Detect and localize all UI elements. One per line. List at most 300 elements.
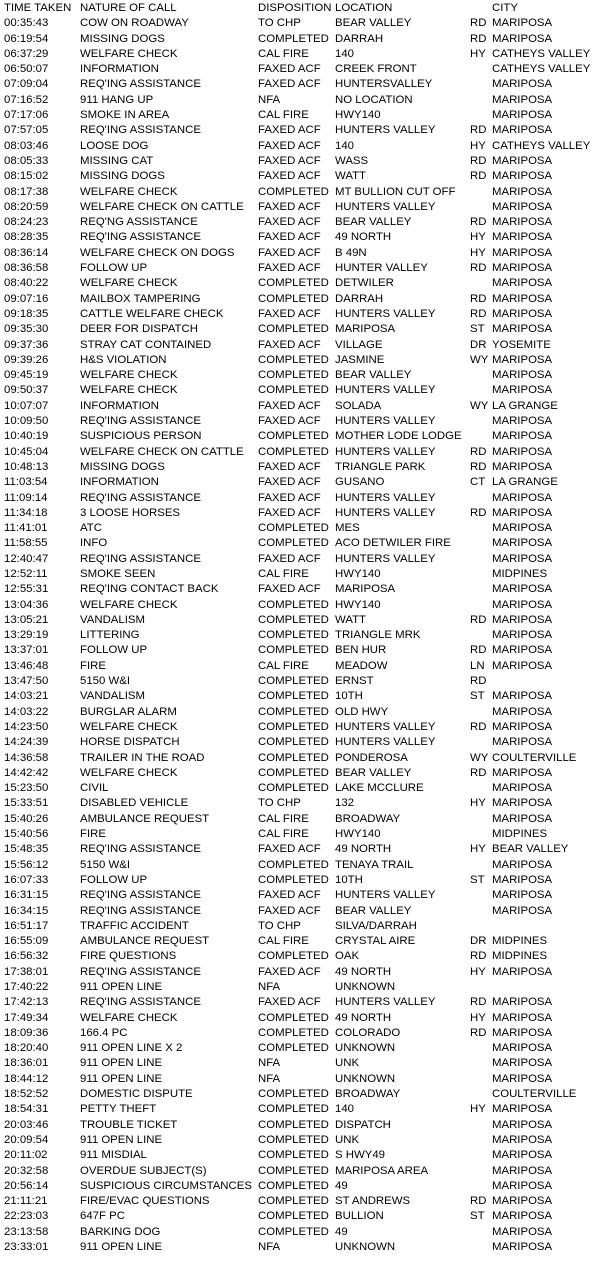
disposition-cell: TO CHP [258,17,301,30]
city-cell: MARIPOSA [492,170,553,183]
disposition-cell: FAXED ACF [258,124,321,137]
time-cell: 07:09:04 [4,78,49,91]
nature-cell: WELFARE CHECK ON CATTLE [80,200,244,213]
city-cell: YOSEMITE [492,338,551,351]
city-cell: MARIPOSA [492,766,553,779]
nature-cell: INFORMATION [80,63,159,76]
table-row [4,659,612,674]
table-row [4,16,612,31]
city-cell: MARIPOSA [492,782,553,795]
location-cell: BEAR VALLEY [335,216,412,229]
table-row [4,720,612,735]
time-cell: 13:29:19 [4,629,49,642]
city-cell: MIDPINES [492,828,548,841]
nature-cell: BURGLAR ALARM [80,705,177,718]
disposition-cell: FAXED ACF [258,307,321,320]
time-cell: 20:32:58 [4,1164,49,1177]
suffix-cell: WY [470,353,489,366]
city-cell: MARIPOSA [492,17,553,30]
table-row [4,383,612,398]
table-row [4,1041,612,1056]
nature-cell: TRAILER IN THE ROAD [80,751,205,764]
city-cell: LA GRANGE [492,399,558,412]
suffix-cell: HY [470,1103,486,1116]
disposition-cell: COMPLETED [258,613,329,626]
table-row [4,246,612,261]
time-cell: 18:20:40 [4,1042,49,1055]
city-cell: MARIPOSA [492,460,553,473]
disposition-cell: NFA [258,1072,281,1085]
location-cell: BEAR VALLEY [335,17,412,30]
table-row [4,1056,612,1071]
time-cell: 06:19:54 [4,32,49,45]
suffix-cell: ST [470,873,485,886]
table-row [4,139,612,154]
table-row [4,1240,612,1255]
table-row [4,1164,612,1179]
nature-cell: 911 OPEN LINE [80,981,163,993]
nature-cell: TROUBLE TICKET [80,1118,178,1131]
header-nature-of-call: NATURE OF CALL [80,2,177,14]
location-cell: ST ANDREWS [335,1195,411,1208]
nature-cell: REQ'ING ASSISTANCE [80,491,201,504]
nature-cell: REQ'NG ASSISTANCE [80,216,198,229]
nature-cell: 911 OPEN LINE [80,1072,163,1085]
time-cell: 23:13:58 [4,1225,49,1238]
suffix-cell: ST [470,1210,485,1223]
time-cell: 14:03:21 [4,690,49,703]
time-cell: 22:23:03 [4,1210,49,1223]
table-row [4,322,612,337]
city-cell: MARIPOSA [492,1241,553,1254]
nature-cell: REQ'ING ASSISTANCE [80,904,201,917]
nature-cell: H&S VIOLATION [80,353,167,366]
time-cell: 11:58:55 [4,537,48,550]
location-cell: GUSANO [335,476,385,489]
time-cell: 18:09:36 [4,1026,49,1039]
time-cell: 13:04:36 [4,598,49,611]
location-cell: COLORADO [335,1026,401,1039]
time-cell: 14:42:42 [4,766,49,779]
location-cell: TRIANGLE PARK [335,460,426,473]
table-row [4,1179,612,1194]
location-cell: JASMINE [335,353,385,366]
disposition-cell: FAXED ACF [258,262,321,275]
disposition-cell: COMPLETED [258,1042,329,1055]
header-row [4,1,612,16]
nature-cell: ATC [80,522,102,535]
nature-cell: WELFARE CHECK [80,384,178,397]
location-cell: WATT [335,613,366,626]
nature-cell: MISSING DOGS [80,32,165,45]
disposition-cell: COMPLETED [258,32,329,45]
time-cell: 08:17:38 [4,185,49,198]
location-cell: HUNTERS VALLEY [335,384,436,397]
table-row [4,613,612,628]
table-row [4,77,612,92]
location-cell: SILVA/DARRAH [335,919,417,932]
nature-cell: WELFARE CHECK ON CATTLE [80,445,244,458]
disposition-cell: FAXED ACF [258,78,321,91]
time-cell: 08:15:02 [4,170,49,183]
nature-cell: FIRE [80,828,106,841]
time-cell: 14:36:58 [4,751,49,764]
time-cell: 15:56:12 [4,858,49,871]
nature-cell: REQ'ING CONTACT BACK [80,583,219,596]
city-cell: MARIPOSA [492,1103,553,1116]
suffix-cell: RD [470,170,487,183]
nature-cell: 911 MISDIAL [80,1149,147,1162]
disposition-cell: CAL FIRE [258,109,309,122]
disposition-cell: FAXED ACF [258,552,321,565]
disposition-cell: COMPLETED [258,292,329,305]
table-row [4,1133,612,1148]
suffix-cell: RD [470,506,487,519]
disposition-cell: NFA [258,1057,281,1070]
location-cell: HUNTERS VALLEY [335,200,436,213]
location-cell: 132 [335,797,355,810]
disposition-cell: FAXED ACF [258,246,321,259]
nature-cell: REQ'ING ASSISTANCE [80,965,201,978]
suffix-cell: RD [470,766,487,779]
city-cell: MARIPOSA [492,873,553,886]
city-cell: MARIPOSA [492,1072,553,1085]
location-cell: HUNTER VALLEY [335,262,428,275]
nature-cell: REQ'ING ASSISTANCE [80,415,201,428]
nature-cell: FOLLOW UP [80,262,148,275]
time-cell: 08:20:59 [4,200,49,213]
city-cell: MARIPOSA [492,812,553,825]
table-row [4,934,612,949]
table-row [4,1087,612,1102]
suffix-cell: ST [470,690,485,703]
nature-cell: SMOKE SEEN [80,567,156,580]
suffix-cell: HY [470,1011,486,1024]
location-cell: MARIPOSA AREA [335,1164,429,1177]
location-cell: MOTHER LODE LODGE [335,430,462,443]
city-cell: CATHEYS VALLEY [492,63,591,76]
table-row [4,1209,612,1224]
suffix-cell: CT [470,476,486,489]
table-row [4,919,612,934]
location-cell: HWY140 [335,109,381,122]
nature-cell: REQ'ING ASSISTANCE [80,552,201,565]
disposition-cell: COMPLETED [258,1179,329,1192]
time-cell: 12:40:47 [4,552,49,565]
time-cell: 12:55:31 [4,583,49,596]
city-cell: MARIPOSA [492,598,553,611]
time-cell: 21:11:21 [4,1195,48,1208]
nature-cell: SMOKE IN AREA [80,109,170,122]
city-cell: MARIPOSA [492,216,553,229]
time-cell: 18:54:31 [4,1103,49,1116]
disposition-cell: COMPLETED [258,1225,329,1238]
location-cell: BEN HUR [335,644,387,657]
suffix-cell: RD [470,32,487,45]
disposition-cell: COMPLETED [258,950,329,963]
city-cell: MARIPOSA [492,659,553,672]
nature-cell: STRAY CAT CONTAINED [80,338,212,351]
table-row [4,598,612,613]
city-cell: MARIPOSA [492,720,553,733]
disposition-cell: COMPLETED [258,690,329,703]
time-cell: 20:11:02 [4,1149,48,1162]
nature-cell: PETTY THEFT [80,1103,157,1116]
location-cell: 140 [335,1103,355,1116]
disposition-cell: NFA [258,1241,281,1254]
header-disposition: DISPOSITION [258,2,332,14]
city-cell: MARIPOSA [492,1149,553,1162]
time-cell: 07:17:06 [4,109,49,122]
suffix-cell: HY [470,47,486,60]
time-cell: 09:35:30 [4,323,49,336]
location-cell: UNKNOWN [335,1241,396,1254]
table-row [4,827,612,842]
nature-cell: HORSE DISPATCH [80,736,180,749]
city-cell: MARIPOSA [492,1026,553,1039]
time-cell: 10:40:19 [4,430,49,443]
time-cell: 16:51:17 [4,919,49,932]
disposition-cell: COMPLETED [258,537,329,550]
nature-cell: 3 LOOSE HORSES [80,506,181,519]
location-cell: DISPATCH [335,1118,391,1131]
nature-cell: 647F PC [80,1210,125,1223]
city-cell: MARIPOSA [492,1133,553,1146]
time-cell: 18:36:01 [4,1057,49,1070]
table-row [4,751,612,766]
nature-cell: WELFARE CHECK [80,598,178,611]
header-time-taken: TIME TAKEN [4,2,72,14]
table-row [4,169,612,184]
suffix-cell: RD [470,644,487,657]
nature-cell: VANDALISM [80,690,145,703]
time-cell: 08:36:58 [4,262,49,275]
disposition-cell: CAL FIRE [258,935,309,948]
city-cell: MARIPOSA [492,231,553,244]
table-row [4,628,612,643]
city-cell: MARIPOSA [492,522,553,535]
disposition-cell: FAXED ACF [258,491,321,504]
table-row [4,230,612,245]
disposition-cell: COMPLETED [258,323,329,336]
call-log-table [4,1,612,1255]
time-cell: 16:31:15 [4,889,49,902]
city-cell: MARIPOSA [492,415,553,428]
nature-cell: REQ'ING ASSISTANCE [80,78,201,91]
city-cell: MARIPOSA [492,154,553,167]
city-cell: MARIPOSA [492,1011,553,1024]
city-cell: MARIPOSA [492,185,553,198]
disposition-cell: FAXED ACF [258,506,321,519]
table-row [4,1225,612,1240]
time-cell: 16:55:09 [4,935,49,948]
disposition-cell: COMPLETED [258,736,329,749]
city-cell: COULTERVILLE [492,751,577,764]
location-cell: HUNTERS VALLEY [335,506,436,519]
time-cell: 12:52:11 [4,567,48,580]
location-cell: 49 NORTH [335,231,392,244]
nature-cell: 166.4 PC [80,1026,128,1039]
location-cell: LAKE MCCLURE [335,782,424,795]
time-cell: 16:56:32 [4,950,49,963]
disposition-cell: FAXED ACF [258,996,321,1009]
city-cell: MARIPOSA [492,537,553,550]
location-cell: 140 [335,47,355,60]
city-cell: MARIPOSA [492,323,553,336]
time-cell: 09:37:36 [4,338,49,351]
nature-cell: SUSPICIOUS PERSON [80,430,202,443]
time-cell: 15:48:35 [4,843,49,856]
location-cell: 10TH [335,690,363,703]
nature-cell: WELFARE CHECK [80,185,178,198]
disposition-cell: TO CHP [258,919,301,932]
location-cell: 49 NORTH [335,1011,392,1024]
time-cell: 18:52:52 [4,1088,49,1101]
city-cell: MARIPOSA [492,904,553,917]
table-row [4,32,612,47]
disposition-cell: COMPLETED [258,858,329,871]
nature-cell: 5150 W&I [80,858,131,871]
suffix-cell: ST [470,323,485,336]
nature-cell: MISSING DOGS [80,170,165,183]
table-row [4,1148,612,1163]
location-cell: SOLADA [335,399,382,412]
table-row [4,307,612,322]
disposition-cell: FAXED ACF [258,338,321,351]
nature-cell: REQ'ING ASSISTANCE [80,231,201,244]
suffix-cell: WY [470,751,489,764]
table-body [4,16,612,1255]
location-cell: TRIANGLE MRK [335,629,421,642]
nature-cell: COW ON ROADWAY [80,17,189,30]
table-row [4,904,612,919]
table-row [4,521,612,536]
location-cell: MARIPOSA [335,323,396,336]
nature-cell: DEER FOR DISPATCH [80,323,198,336]
disposition-cell: FAXED ACF [258,889,321,902]
time-cell: 09:07:16 [4,292,49,305]
city-cell: MARIPOSA [492,292,553,305]
nature-cell: OVERDUE SUBJECT(S) [80,1164,207,1177]
location-cell: MES [335,522,360,535]
table-row [4,858,612,873]
table-row [4,108,612,123]
table-row [4,353,612,368]
nature-cell: AMBULANCE REQUEST [80,812,210,825]
city-cell: MARIPOSA [492,78,553,91]
table-row [4,705,612,720]
nature-cell: 911 OPEN LINE [80,1241,163,1254]
table-row [4,200,612,215]
nature-cell: WELFARE CHECK ON DOGS [80,246,235,259]
suffix-cell: RD [470,675,487,688]
location-cell: NO LOCATION [335,93,413,106]
suffix-cell: HY [470,139,486,152]
nature-cell: FIRE QUESTIONS [80,950,177,963]
time-cell: 16:34:15 [4,904,49,917]
time-cell: 15:40:26 [4,812,49,825]
disposition-cell: COMPLETED [258,1149,329,1162]
location-cell: HUNTERS VALLEY [335,736,436,749]
suffix-cell: RD [470,950,487,963]
suffix-cell: HY [470,797,486,810]
disposition-cell: FAXED ACF [258,231,321,244]
disposition-cell: FAXED ACF [258,63,321,76]
location-cell: UNK [335,1133,360,1146]
city-cell: MARIPOSA [492,32,553,45]
nature-cell: INFORMATION [80,476,159,489]
city-cell: MARIPOSA [492,1164,553,1177]
location-cell: HWY140 [335,567,381,580]
table-row [4,536,612,551]
nature-cell: MAILBOX TAMPERING [80,292,201,305]
location-cell: BEAR VALLEY [335,904,412,917]
nature-cell: DISABLED VEHICLE [80,797,189,810]
location-cell: BEAR VALLEY [335,766,412,779]
city-cell: MARIPOSA [492,965,553,978]
disposition-cell: COMPLETED [258,1011,329,1024]
city-cell: MARIPOSA [492,736,553,749]
table-row [4,888,612,903]
nature-cell: TRAFFIC ACCIDENT [80,919,189,932]
time-cell: 11:09:14 [4,491,48,504]
location-cell: ACO DETWILER FIRE [335,537,451,550]
disposition-cell: COMPLETED [258,675,329,688]
disposition-cell: COMPLETED [258,766,329,779]
nature-cell: MISSING DOGS [80,460,165,473]
city-cell: COULTERVILLE [492,1088,577,1101]
nature-cell: WELFARE CHECK [80,1011,178,1024]
suffix-cell: RD [470,216,487,229]
time-cell: 07:57:05 [4,124,49,137]
time-cell: 18:44:12 [4,1072,49,1085]
disposition-cell: TO CHP [258,797,301,810]
disposition-cell: NFA [258,93,281,106]
disposition-cell: COMPLETED [258,1026,329,1039]
location-cell: HUNTERS VALLEY [335,996,436,1009]
location-cell: BROADWAY [335,812,401,825]
disposition-cell: COMPLETED [258,1088,329,1101]
disposition-cell: COMPLETED [258,873,329,886]
table-row [4,460,612,475]
location-cell: 49 [335,1225,348,1238]
suffix-cell: RD [470,307,487,320]
table-row [4,1072,612,1087]
header-location: LOCATION [335,2,393,14]
table-row [4,399,612,414]
nature-cell: WELFARE CHECK [80,766,178,779]
city-cell: MARIPOSA [492,200,553,213]
nature-cell: FOLLOW UP [80,644,148,657]
table-row [4,276,612,291]
city-cell: MARIPOSA [492,1179,553,1192]
nature-cell: DOMESTIC DISPUTE [80,1088,193,1101]
location-cell: MARIPOSA [335,583,396,596]
suffix-cell: LN [470,659,485,672]
table-row [4,842,612,857]
time-cell: 11:03:54 [4,476,48,489]
location-cell: WASS [335,154,369,167]
time-cell: 10:45:04 [4,445,49,458]
suffix-cell: RD [470,996,487,1009]
city-cell: MARIPOSA [492,124,553,137]
time-cell: 11:34:18 [4,506,48,519]
table-row [4,1118,612,1133]
city-cell: MIDPINES [492,935,548,948]
table-row [4,873,612,888]
nature-cell: LITTERING [80,629,140,642]
city-cell: MARIPOSA [492,277,553,290]
